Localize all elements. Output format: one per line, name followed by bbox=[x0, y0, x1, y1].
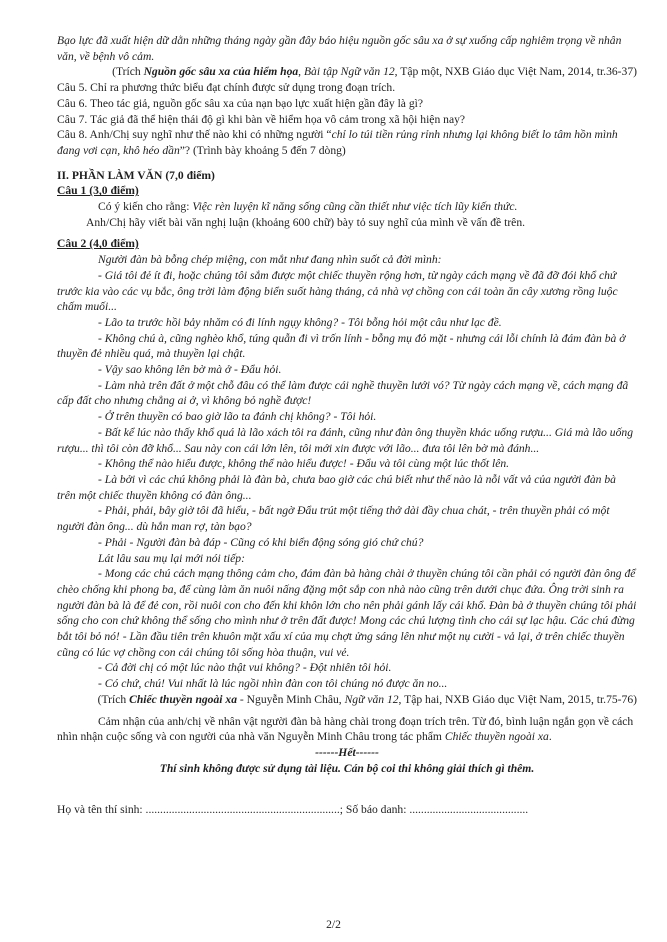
question-7: Câu 7. Tác giả đã thể hiện thái độ gì khi bàn về hiểm họa vô cảm trong xã hội hiện nay? bbox=[57, 112, 466, 126]
passage-paragraph: - Cả đời chị có một lúc nào thật vui không? - Đột nhiên tôi hỏi. bbox=[98, 661, 392, 675]
page-number: 2/2 bbox=[326, 918, 341, 931]
candidate-info-line bbox=[57, 802, 637, 818]
source-citation-1: (Trích Nguồn gốc sâu xa của hiểm họa, Bài tập Ngữ văn 12, Tập một, NXB Giáo dục Việt Nam, 2014, tr.36-37) bbox=[112, 65, 637, 79]
passage-paragraph: - Phải - Người đàn bà đáp - Cũng có khi biển động sóng gió chứ chú? bbox=[98, 535, 424, 549]
question-1-prompt: Có ý kiến cho rằng: Việc rèn luyện kĩ năng sống cũng cần thiết như việc tích lũy kiến thức. bbox=[98, 200, 518, 214]
passage-paragraph: - Làm nhà trên đất ở một chỗ đâu có thể làm được cái nghề thuyền lưới vó? Từ ngày cách mạng về, cách mạng đã cấp đất cho nhưng chẳng ai ở, vì không bỏ nghề được! bbox=[57, 378, 629, 408]
source-citation-2: (Trích Chiếc thuyền ngoài xa - Nguyễn Minh Châu, Ngữ văn 12, Tập hai, NXB Giáo dục Việt Nam, 2015, tr.75-76) bbox=[97, 692, 637, 706]
passage-paragraph: - Không thể nào hiểu được, không thể nào hiểu được! - Đẩu và tôi cùng một lúc thốt lên. bbox=[98, 457, 510, 471]
passage-paragraph: - Mong các chú cách mạng thông cảm cho, đám đàn bà hàng chài ở thuyền chúng tôi cần phải có người đàn ông để chèo chống khi phong ba, để cùng làm ăn nuôi nấng đặng một sắp con nhà nào cũng trên dưới chục đứa. Ông trời sinh ra người đàn bà là để đẻ con, rồi nuôi con cho đến khi khôn lớn cho nên phải gánh lấy cái khổ. Đàn bà ở thuyền chúng tôi phải sống cho con chứ không thể sống cho mình như ở trên đất được! Mong các chú lượng tình cho cái sự lạc hậu. Các chú đừng bắt tôi bỏ nó! - Lần đầu tiên trên khuôn mặt xấu xí của mụ chợt ửng sáng lên như một nụ cười - vả lại, ở trên chiếc thuyền cũng có lúc vợ chồng con cái chúng tôi sống hòa thuận, vui vẻ. bbox=[57, 567, 637, 659]
question-1-heading: Câu 1 (3,0 điểm) bbox=[57, 184, 139, 198]
exam-notice: Thí sinh không được sử dụng tài liệu. Cán bộ coi thi không giải thích gì thêm. bbox=[159, 761, 535, 775]
passage-paragraph: Người đàn bà bỗng chép miệng, con mắt như đang nhìn suốt cả đời mình: bbox=[98, 253, 442, 267]
passage-1-ending: Bạo lực đã xuất hiện dữ dằn những tháng ngày gần đây báo hiệu nguồn gốc sâu xa ở sự xuống cấp nghiêm trọng về nhân văn, về bệnh vô cảm. bbox=[57, 34, 622, 63]
passage-paragraph: - Là bởi vì các chú không phải là đàn bà, chưa bao giờ các chú biết như thế nào là nỗi vất vả của người đàn bà trên một chiếc thuyền không có đàn ông... bbox=[57, 472, 616, 502]
passage-paragraph: - Giá tôi đẻ ít đi, hoặc chúng tôi sắm được một chiếc thuyền rộng hơn, từ ngày cách mạng về đã đỡ đói khổ chứ trước kia vào các vụ bắc, ông trời làm động biển suốt hàng tháng, cả nhà vợ chồng con cái toàn ăn cây xương rồng luộc chấm muối... bbox=[57, 268, 618, 314]
passage-paragraph: - Có chứ, chú! Vui nhất là lúc ngồi nhìn đàn con tôi chúng nó được ăn no... bbox=[98, 677, 448, 691]
question-1-task: Anh/Chị hãy viết bài văn nghị luận (khoảng 600 chữ) bày tỏ suy nghĩ của mình về vấn đề trên. bbox=[86, 215, 526, 229]
passage-paragraph: - Vậy sao không lên bờ mà ở - Đẩu hỏi. bbox=[98, 363, 282, 377]
passage-paragraph: - Lão ta trước hồi bảy nhăm có đi lính ngụy không? - Tôi bỗng hỏi một câu như lạc đề. bbox=[98, 315, 502, 329]
literary-passage bbox=[57, 252, 637, 692]
question-5: Câu 5. Chỉ ra phương thức biểu đạt chính được sử dụng trong đoạn trích. bbox=[57, 81, 396, 95]
passage-paragraph: - Ở trên thuyền có bao giờ lão ta đánh chị không? - Tôi hỏi. bbox=[98, 410, 377, 424]
question-2-task: Cảm nhận của anh/chị về nhân vật người đàn bà hàng chài trong đoạn trích trên. Từ đó, bình luận ngắn gọn về cách nhìn nhận cuộc sống và con người của nhà văn Nguyễn Minh Châu trong tác phẩm Chiếc thuyền ngoài xa. bbox=[57, 714, 634, 744]
question-6: Câu 6. Theo tác giả, nguồn gốc sâu xa của nạn bạo lực xuất hiện gần đây là gì? bbox=[57, 96, 424, 110]
candidate-name-field: Họ và tên thí sinh: ................................................................... bbox=[57, 803, 340, 817]
candidate-number-field: ; Số báo danh: ......................................... bbox=[339, 803, 529, 817]
passage-paragraph: - Bất kể lúc nào thấy khổ quá là lão xách tôi ra đánh, cũng như đàn ông thuyền khác uống rượu... Giá mà lão uống rượu... thì tôi còn đỡ khổ... Sau này con cái lớn lên, tôi mới xin được với lão... đưa tôi lên bờ mà đánh... bbox=[57, 425, 633, 455]
passage-paragraph: - Phải, phải, bây giờ tôi đã hiểu, - bất ngờ Đẩu trút một tiếng thở dài đầy chua chát, - trên thuyền phải có một người đàn ông... dù hắn man rợ, tàn bạo? bbox=[57, 504, 610, 534]
passage-paragraph: - Không chú à, cũng nghèo khổ, túng quẫn đi vì trốn lính - bỗng mụ đỏ mặt - nhưng cái lỗi chính là đám đàn bà ở thuyền đẻ nhiều quá, mà thuyền lại chật. bbox=[57, 331, 626, 361]
section-heading-writing: II. PHẦN LÀM VĂN (7,0 điểm) bbox=[57, 168, 215, 182]
passage-paragraph: Lát lâu sau mụ lại mới nói tiếp: bbox=[98, 551, 245, 565]
question-2-heading: Câu 2 (4,0 điểm) bbox=[57, 237, 139, 251]
end-mark: ------Hết------ bbox=[315, 745, 379, 759]
question-8: Câu 8. Anh/Chị suy nghĩ như thế nào khi có những người “chỉ lo túi tiền rủng rỉnh nhưng lại không biết lo tâm hồn mình đang vơi cạn, khô héo dần”? (Trình bày khoảng 5 đến 7 dòng) bbox=[57, 128, 618, 157]
